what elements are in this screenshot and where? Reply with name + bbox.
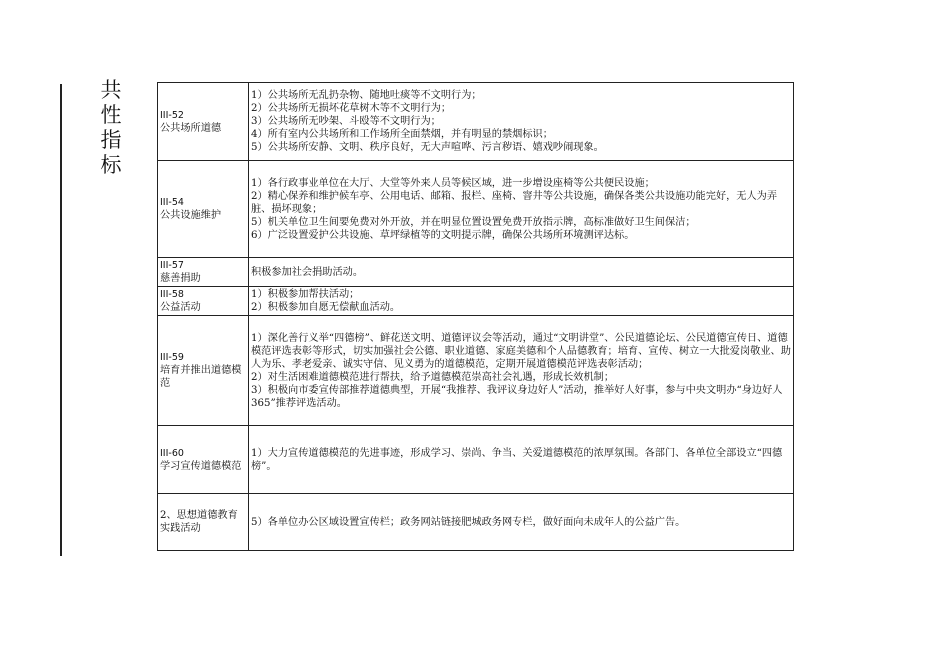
indicator-label: 公共设施维护 xyxy=(160,210,222,221)
content-line: 5）公共场所安静、文明、秩序良好，无大声喧哗、污言秽语、嬉戏吵闹现象。 xyxy=(251,142,604,153)
indicator-code-cell xyxy=(158,426,249,494)
indicator-content-cell xyxy=(249,258,794,287)
indicator-label: 2、思想道德教育实践活动 xyxy=(160,510,238,534)
content-line: 2）精心保养和维护候车亭、公用电话、邮箱、报栏、座椅、窨井等公共设施，确保各类公共设施功能完好，无人为弄脏、损坏现象； xyxy=(251,190,778,215)
indicator-label: 慈善捐助 xyxy=(160,273,201,284)
indicator-code: III-59 xyxy=(160,352,184,363)
content-line: 2）积极参加自愿无偿献血活动。 xyxy=(251,302,401,313)
section-title-char: 标 xyxy=(100,153,122,177)
table-row xyxy=(158,161,794,258)
indicator-content-cell xyxy=(249,161,794,258)
content-line: 4）所有室内公共场所和工作场所全面禁烟，并有明显的禁烟标识； xyxy=(251,129,553,140)
content-line: 1）积极参加帮扶活动； xyxy=(251,289,360,300)
indicator-content-cell xyxy=(249,426,794,494)
indicator-code-cell xyxy=(158,494,249,551)
content-line: 2）公共场所无损坏花草树木等不文明行为； xyxy=(251,103,452,114)
table-row xyxy=(158,287,794,316)
indicator-code: III-52 xyxy=(160,109,184,121)
indicator-code-cell xyxy=(158,161,249,258)
indicator-content-cell xyxy=(249,316,794,426)
content-line: 1）深化善行义举“四德榜”、鲜花送文明、道德评议会等活动，通过“文明讲堂”、公民道德论坛、公民道德宣传日、道德模范评选表彰等形式，切实加强社会公德、职业道德、家庭美德和个人品德教育；培育、宣传、树立一大批爱岗敬业、助人为乐、孝老爱亲、诚实守信、见义勇为的道德模范，定期开展道德模范评选表彰活动； xyxy=(251,332,791,370)
indicator-code: III-58 xyxy=(160,289,184,300)
indicator-label: 学习宣传道德模范 xyxy=(160,460,242,472)
section-title xyxy=(96,78,126,178)
content-line: 1）各行政事业单位在大厅、大堂等外来人员等候区域，进一步增设座椅等公共便民设施； xyxy=(251,177,655,189)
table-row xyxy=(158,494,794,551)
content-line: 6）广泛设置爱护公共设施、草坪绿植等的文明提示牌，确保公共场所环境测评达标。 xyxy=(251,229,635,241)
content-line: 1）公共场所无乱扔杂物、随地吐痰等不文明行为； xyxy=(251,90,482,101)
indicator-label: 公共场所道德 xyxy=(160,122,222,134)
content-line: 3）积极向市委宣传部推荐道德典型，开展“我推荐、我评议身边好人”活动，推举好人好事，参与中央文明办“身边好人365”推荐评选活动。 xyxy=(251,384,783,409)
indicator-code-cell xyxy=(158,83,249,161)
indicator-label: 培育并推出道德模范 xyxy=(160,365,242,389)
section-title-char: 指 xyxy=(100,128,122,152)
indicator-code: III-54 xyxy=(160,197,184,208)
table-row xyxy=(158,83,794,161)
left-margin-rule xyxy=(60,84,62,556)
indicator-content-cell xyxy=(249,494,794,551)
indicator-code: III-60 xyxy=(160,447,184,459)
indicator-content-cell xyxy=(249,83,794,161)
indicator-code: III-57 xyxy=(160,260,184,271)
table-row xyxy=(158,426,794,494)
indicator-code-cell xyxy=(158,316,249,426)
content-line: 1）大力宣传道德模范的先进事迹，形成学习、崇尚、争当、关爱道德模范的浓厚氛围。各部门、各单位全部设立“四德榜”。 xyxy=(251,447,783,472)
content-line: 5）机关单位卫生间要免费对外开放，并在明显位置设置免费开放指示牌，高标准做好卫生间保洁； xyxy=(251,216,696,228)
content-line: 5）各单位办公区域设置宣传栏；政务网站链接肥城政务网专栏，做好面向未成年人的公益广告。 xyxy=(251,516,686,528)
indicator-code-cell xyxy=(158,258,249,287)
indicator-label: 公益活动 xyxy=(160,302,201,313)
table-row xyxy=(158,316,794,426)
indicator-content-cell xyxy=(249,287,794,316)
content-line: 3）公共场所无吵架、斗殴等不文明行为； xyxy=(251,116,441,127)
section-title-char: 性 xyxy=(100,103,122,127)
table-row xyxy=(158,258,794,287)
indicator-table xyxy=(157,82,794,551)
indicator-code-cell xyxy=(158,287,249,316)
section-title-char: 共 xyxy=(100,78,122,102)
content-line: 2）对生活困难道德模范进行帮扶，给予道德模范崇高社会礼遇，形成长效机制； xyxy=(251,371,615,383)
content-line: 积极参加社会捐助活动。 xyxy=(251,266,364,278)
